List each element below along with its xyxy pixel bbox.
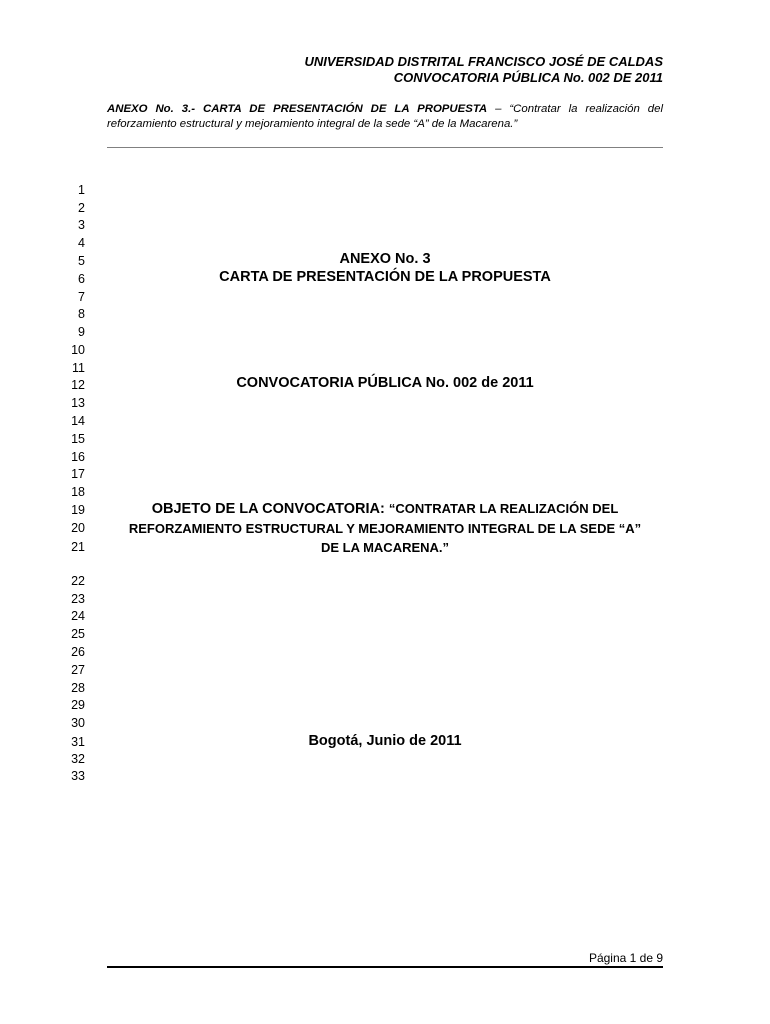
- line-number: 2: [78, 201, 85, 215]
- objeto-text-1: “CONTRATAR LA REALIZACIÓN DEL: [388, 501, 619, 516]
- line-number: 7: [78, 290, 85, 304]
- objeto-line-1: [100, 500, 670, 518]
- convocatoria-heading: CONVOCATORIA PÚBLICA No. 002 de 2011: [236, 375, 534, 391]
- line-number: 14: [71, 414, 85, 428]
- place-date: Bogotá, Junio de 2011: [308, 733, 462, 749]
- line-number: 26: [71, 645, 85, 659]
- line-number: 21: [71, 540, 85, 554]
- line-number: 33: [71, 769, 85, 783]
- annex-subtitle: CARTA DE PRESENTACIÓN DE LA PROPUESTA: [219, 269, 551, 285]
- header-annex-bold: ANEXO No. 3.- CARTA DE PRESENTACIÓN DE LA PROPUESTA: [107, 103, 488, 115]
- header-annex-line-1: [107, 102, 663, 117]
- line-number: 18: [71, 485, 85, 499]
- line-number: 12: [71, 378, 85, 392]
- line-number: 32: [71, 752, 85, 766]
- line-number: 27: [71, 663, 85, 677]
- line-number: 9: [78, 325, 85, 339]
- objeto-line-2: REFORZAMIENTO ESTRUCTURAL Y MEJORAMIENTO INTEGRAL DE LA SEDE “A”: [128, 521, 642, 536]
- objeto-line-3: DE LA MACARENA.”: [320, 540, 450, 555]
- objeto-label: OBJETO DE LA CONVOCATORIA:: [151, 501, 389, 517]
- line-number: 10: [71, 343, 85, 357]
- line-number: 28: [71, 681, 85, 695]
- header-convocatoria: CONVOCATORIA PÚBLICA No. 002 DE 2011: [393, 70, 663, 85]
- line-number: 15: [71, 432, 85, 446]
- line-number: 4: [78, 236, 85, 250]
- footer-divider: [107, 966, 663, 968]
- line-number: 31: [71, 735, 85, 749]
- line-number: 17: [71, 467, 85, 481]
- header-annex-line-2: reforzamiento estructural y mejoramiento integral de la sede “A” de la Macarena.”: [107, 118, 518, 130]
- line-number: 3: [78, 218, 85, 232]
- line-number: 30: [71, 716, 85, 730]
- header-annex-rest: – “Contratar la realización del: [487, 103, 663, 115]
- line-number: 25: [71, 627, 85, 641]
- line-number: 24: [71, 609, 85, 623]
- header-university: UNIVERSIDAD DISTRITAL FRANCISCO JOSÉ DE CALDAS: [304, 54, 663, 69]
- line-number: 11: [72, 361, 85, 375]
- line-number: 22: [71, 574, 85, 588]
- line-number: 1: [78, 183, 85, 197]
- line-number: 13: [71, 396, 85, 410]
- line-number: 19: [71, 503, 85, 517]
- header-divider: [107, 147, 663, 148]
- line-number: 8: [78, 307, 85, 321]
- line-number: 5: [78, 254, 85, 268]
- page-number: Página 1 de 9: [588, 951, 663, 965]
- line-number: 20: [71, 521, 85, 535]
- line-number: 16: [71, 450, 85, 464]
- line-number: 6: [78, 272, 85, 286]
- line-number: 29: [71, 698, 85, 712]
- annex-title: ANEXO No. 3: [339, 251, 431, 267]
- line-number: 23: [71, 592, 85, 606]
